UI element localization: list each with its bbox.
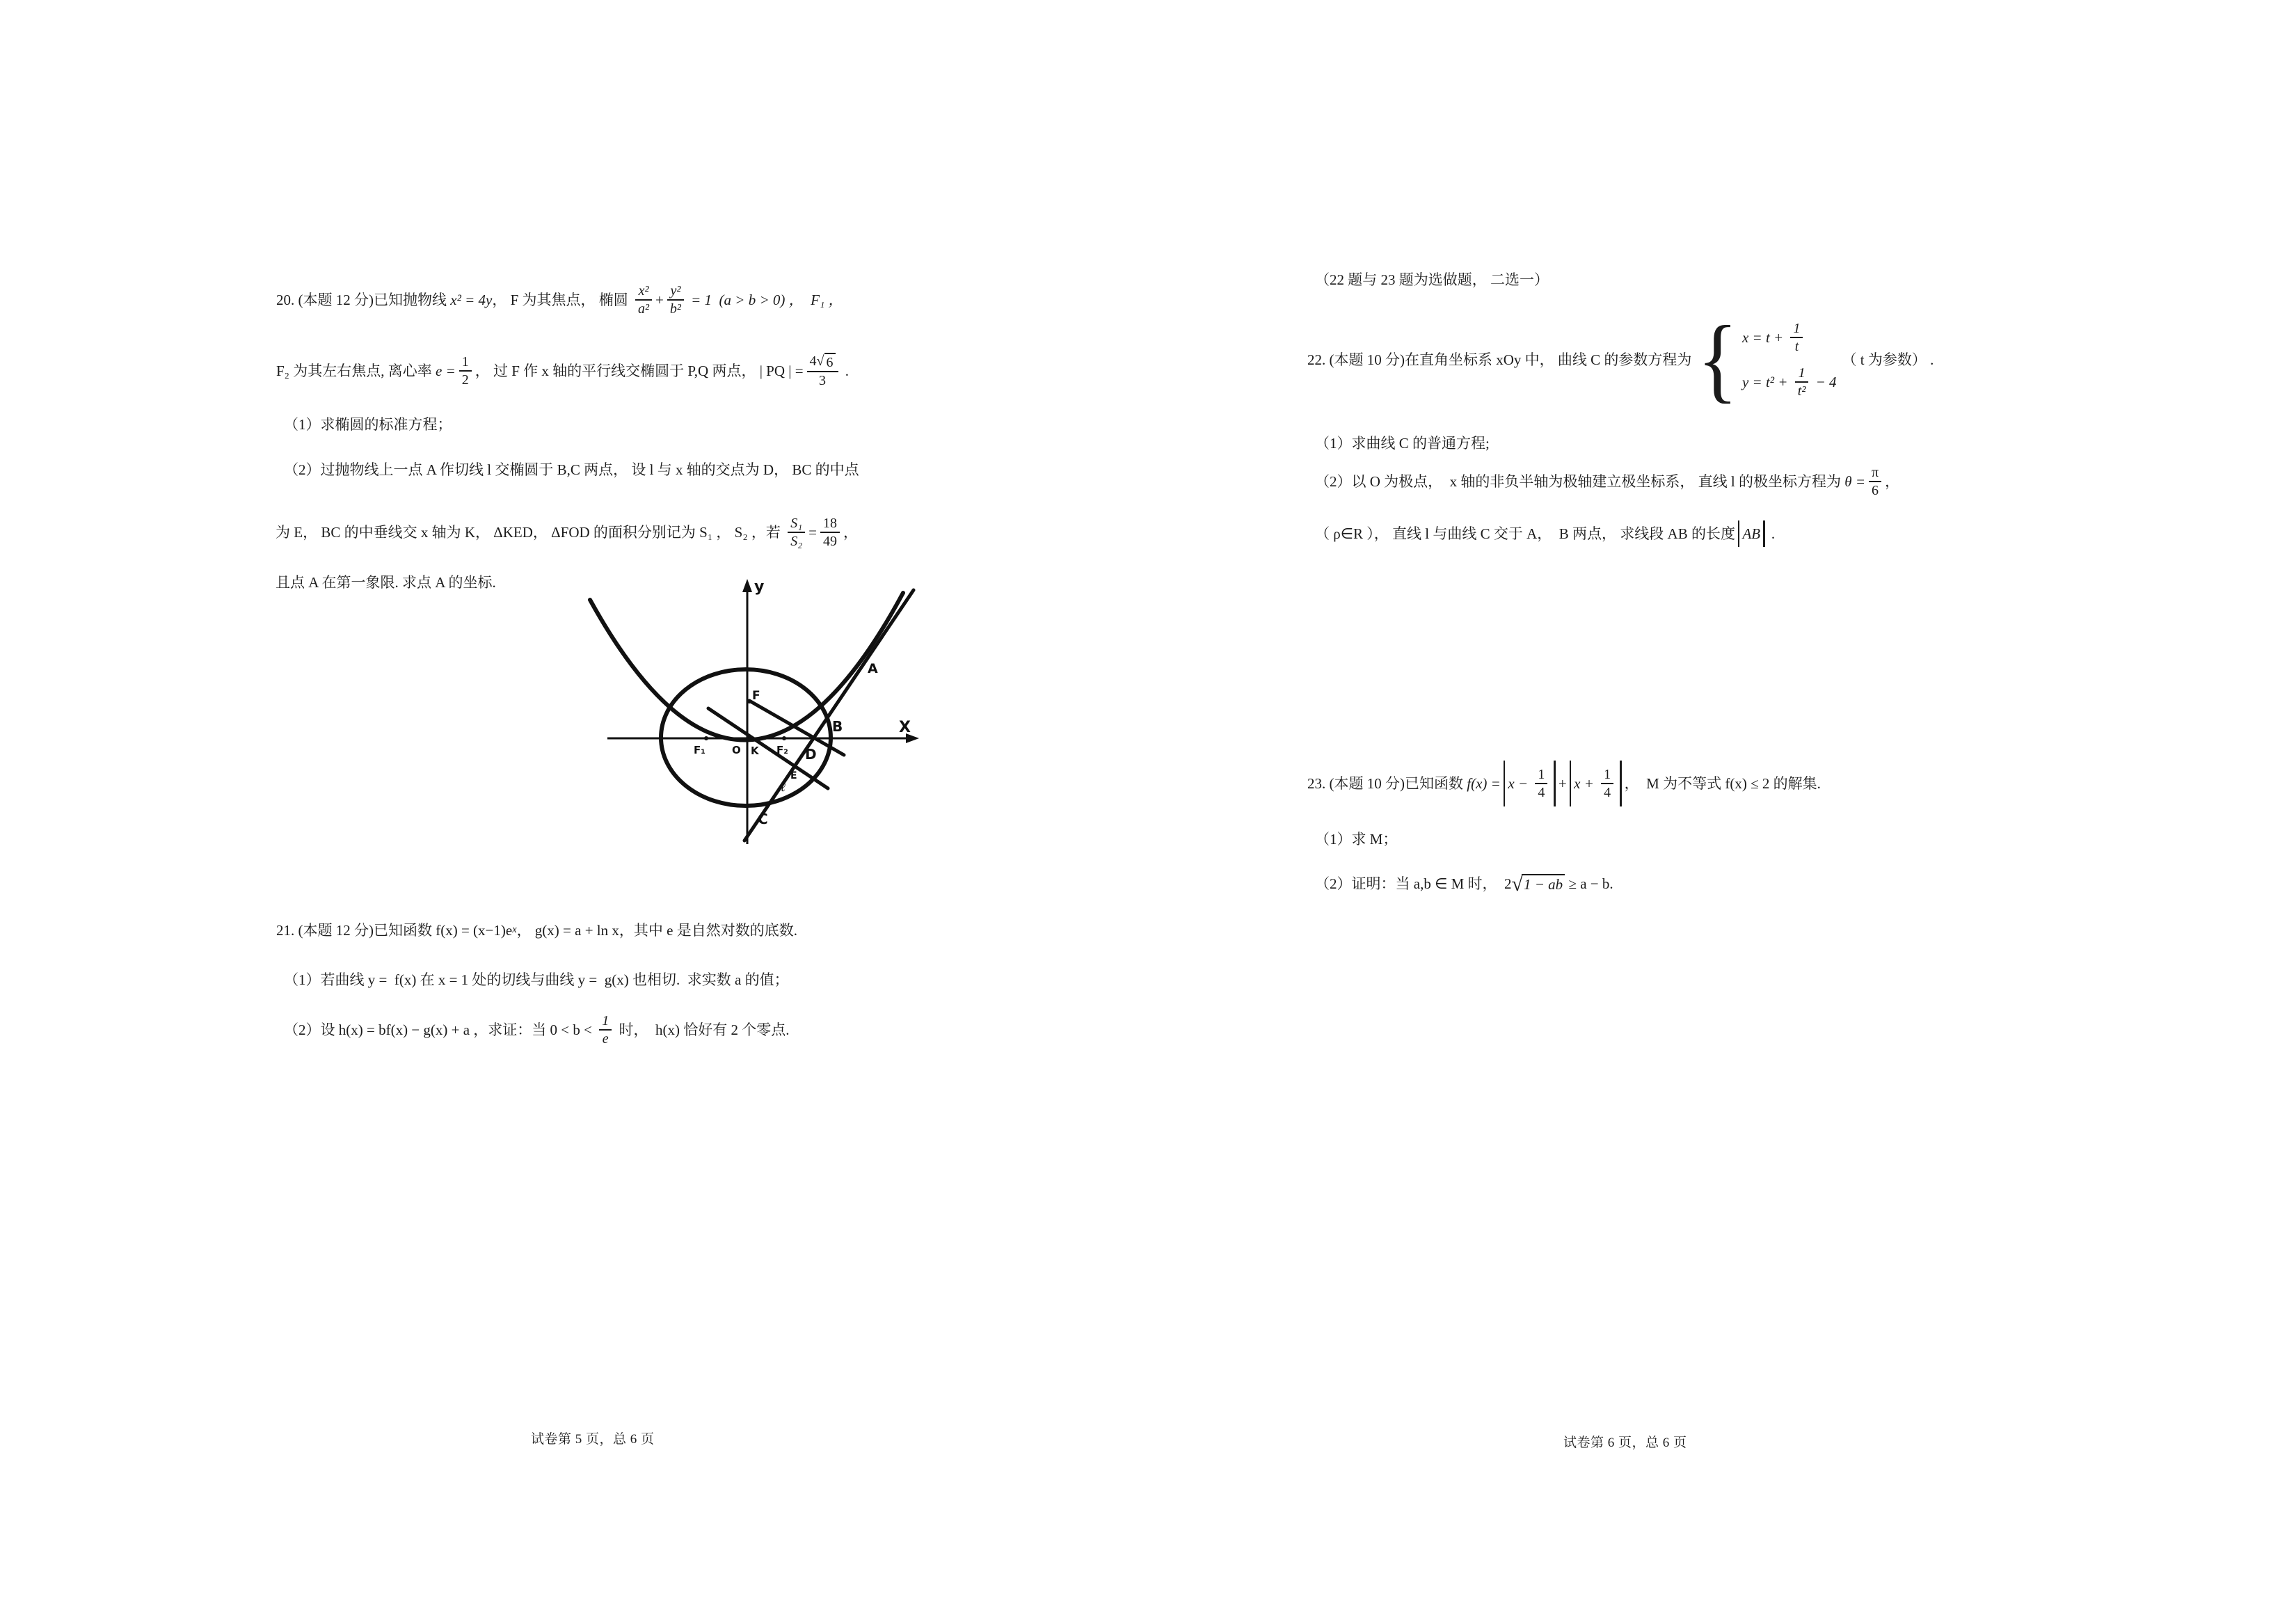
page-6-footer: 试卷第 6 页，总 6 页: [1563, 1436, 1687, 1450]
plus-sign: +: [1558, 774, 1567, 792]
fraction-1-e: $\frac{1}{e}$: [599, 1012, 612, 1047]
point-f1-label: F₁: [694, 744, 705, 756]
abs-bar: [1554, 761, 1556, 806]
fraction-y2-b2: $\frac{\text{y²}}{\text{b²}}$: [667, 283, 684, 317]
problem-23-part-1: （1）求 M；: [1315, 830, 1398, 848]
problem-20-line-5: [276, 509, 858, 555]
sqrt-6-overline: 6: [824, 353, 836, 371]
eccentricity: e =: [436, 362, 456, 379]
parametric-system: [1697, 306, 1837, 413]
problem-20-text: ， 过 F 作 x 轴的平行线交椭圆于 P,Q 两点， | PQ | =: [475, 362, 804, 379]
fraction-1-t2: $\frac{1}{\text{t²}}$: [1795, 365, 1809, 399]
period: .: [841, 362, 850, 379]
problem-21-part-2: （2）设 h(x) = bf(x) − g(x) + a ，求证：当 0 < b < $\frac{1}{e}$ 时， h(x) 恰好有 2 个零点.: [284, 1013, 790, 1047]
problem-20-line-1: [276, 277, 843, 323]
parametric-equation-x: x = t + $\frac{1}{t}$: [1742, 320, 1837, 355]
focus-f1-dot: [704, 736, 708, 740]
point-k-label: K: [751, 745, 759, 757]
problem-20-part-1: （1）求椭圆的标准方程；: [284, 415, 452, 433]
y-axis-arrow: [742, 579, 752, 592]
parametric-equation-y: y = t² + $\frac{1}{\text{t²}}$ − 4: [1741, 365, 1837, 399]
problem-22-line-4: （ ρ∈R ）， 直线 l 与曲线 C 交于 A， B 两点， 求线段 AB 的长度 AB .: [1315, 515, 1775, 552]
fraction-1-4: $\frac{1}{4}$: [1601, 766, 1613, 801]
problem-21-part-1: （1）若曲线 y = f(x) 在 x = 1 处的切线与曲线 y = g(x) 也相切. 求实数 a 的值；: [284, 971, 789, 988]
fraction-x2-a2: $\frac{\text{x²}}{\text{a²}}$: [635, 283, 652, 317]
problem-22-part-2: （2）以 O 为极点， x 轴的非负半轴为极轴建立极坐标系， 直线 l 的极坐标方程为 θ = $\frac{\pi}{6}$ ，: [1315, 465, 1900, 498]
focus-f-dot: [747, 699, 751, 703]
radical-sign: √: [1511, 873, 1524, 896]
point-e-label: E: [790, 770, 797, 781]
system-brace: {: [1697, 306, 1738, 413]
period: .: [1767, 525, 1776, 542]
abs-group-2: x + $\frac{1}{4}$: [1567, 761, 1625, 806]
problem-20-intro-text: 20. (本题 12 分)已知抛物线: [276, 291, 451, 308]
problem-20-text: ， F 为其焦点， 椭圆: [492, 291, 632, 308]
radical-prefix: 4√: [809, 353, 824, 369]
fraction-4sqrt6-3: 4√ 6 3: [807, 353, 838, 389]
line-l-label: ℓ: [781, 781, 786, 795]
point-f2-label: F₂: [776, 744, 788, 756]
problem-21-line-1: 21. (本题 12 分)已知函数 f(x) = (x−1)e x ， g(x) = a + ln x，其中 e 是自然对数的底数.: [276, 921, 797, 939]
abs-bar: [1763, 520, 1765, 547]
point-o-label: O: [732, 744, 741, 756]
point-a-label: A: [868, 661, 878, 676]
focus-f2-dot: [782, 736, 786, 740]
ellipse-condition: = 1 (a > b > 0) ， F₁ ，: [687, 291, 843, 308]
problem-20-figure: [577, 575, 936, 852]
abs-ab: [1735, 520, 1768, 547]
fraction-s1-s2: $\frac{\text{S₁}}{\text{S₂}}$: [788, 515, 805, 550]
sqrt-1-ab-overline: 1 − ab: [1522, 874, 1565, 893]
plus-sign: +: [655, 291, 664, 308]
point-d-label: D: [805, 746, 817, 763]
fraction-1-2: $\frac{1}{2}$: [459, 353, 472, 388]
x-axis-label: X: [899, 719, 911, 736]
fraction-pi-6: $\frac{\pi}{6}$: [1869, 464, 1881, 499]
abs-group-1: x − $\frac{1}{4}$: [1501, 761, 1558, 806]
problem-20-line-6: 且点 A 在第一象限. 求点 A 的坐标.: [276, 573, 496, 591]
abs-bar: [1570, 761, 1572, 806]
problem-22-line-1: 22. (本题 10 分)在直角坐标系 xOy 中， 曲线 C 的参数方程为 { x = t + $\frac{1}{t}$ y = t² + $\frac{1}{\text{t²}}$ − 4 （ t 为参数） .: [1307, 306, 1934, 413]
abs-bar: [1504, 761, 1506, 806]
equals-sign: =: [808, 523, 817, 541]
page-5-footer: 试卷第 5 页，总 6 页: [531, 1432, 655, 1447]
function-f: f(x) =: [1467, 774, 1501, 792]
problem-20-line-2: [276, 348, 849, 394]
point-f-label: F: [752, 689, 760, 703]
problem-20-text: F₂ 为其左右焦点, 离心率: [276, 362, 436, 379]
problem-22-part-1: （1）求曲线 C 的普通方程;: [1315, 434, 1490, 452]
fraction-1-t: $\frac{1}{t}$: [1790, 320, 1803, 355]
parameter-note: （ t 为参数） .: [1842, 351, 1934, 368]
tangent-line-l: [744, 590, 914, 841]
exponent-x: x: [512, 924, 517, 936]
fraction-1-4: $\frac{1}{4}$: [1535, 766, 1547, 801]
comma: ，: [843, 523, 858, 541]
point-c-label: C: [758, 811, 768, 827]
polar-equation: θ =: [1844, 472, 1865, 490]
problem-23-part-2: （2）证明：当 a,b ∈ M 时， 2 √ 1 − ab ≥ a − b.: [1315, 873, 1613, 896]
segment-ab: AB: [1742, 525, 1761, 542]
comma: ，: [1885, 472, 1900, 490]
abs-bar: [1620, 761, 1622, 806]
optional-questions-note: （22 题与 23 题为选做题， 二选一）: [1315, 271, 1549, 288]
problem-20-part-2: （2）过抛物线上一点 A 作切线 l 交椭圆于 B,C 两点， 设 l 与 x 轴的交点为 D， BC 的中点: [284, 461, 859, 478]
parabola-equation: x² = 4y: [450, 291, 493, 308]
point-b-label: B: [832, 718, 843, 735]
problem-23-line-1: 23. (本题 10 分)已知函数 f(x) = x − $\frac{1}{4}$ + x + $\frac{1}{4}$ ， M 为不等式 f(x) ≤ 2 的解集.: [1307, 759, 1821, 808]
problem-20-text: 为 E， BC 的中垂线交 x 轴为 K， ΔKED， ΔFOD 的面积分别记为 S₁ ， S₂ ，若: [276, 523, 785, 541]
abs-bar: [1738, 520, 1740, 547]
y-axis-label: y: [754, 578, 765, 596]
fraction-18-49: $\frac{18}{49}$: [820, 515, 840, 550]
